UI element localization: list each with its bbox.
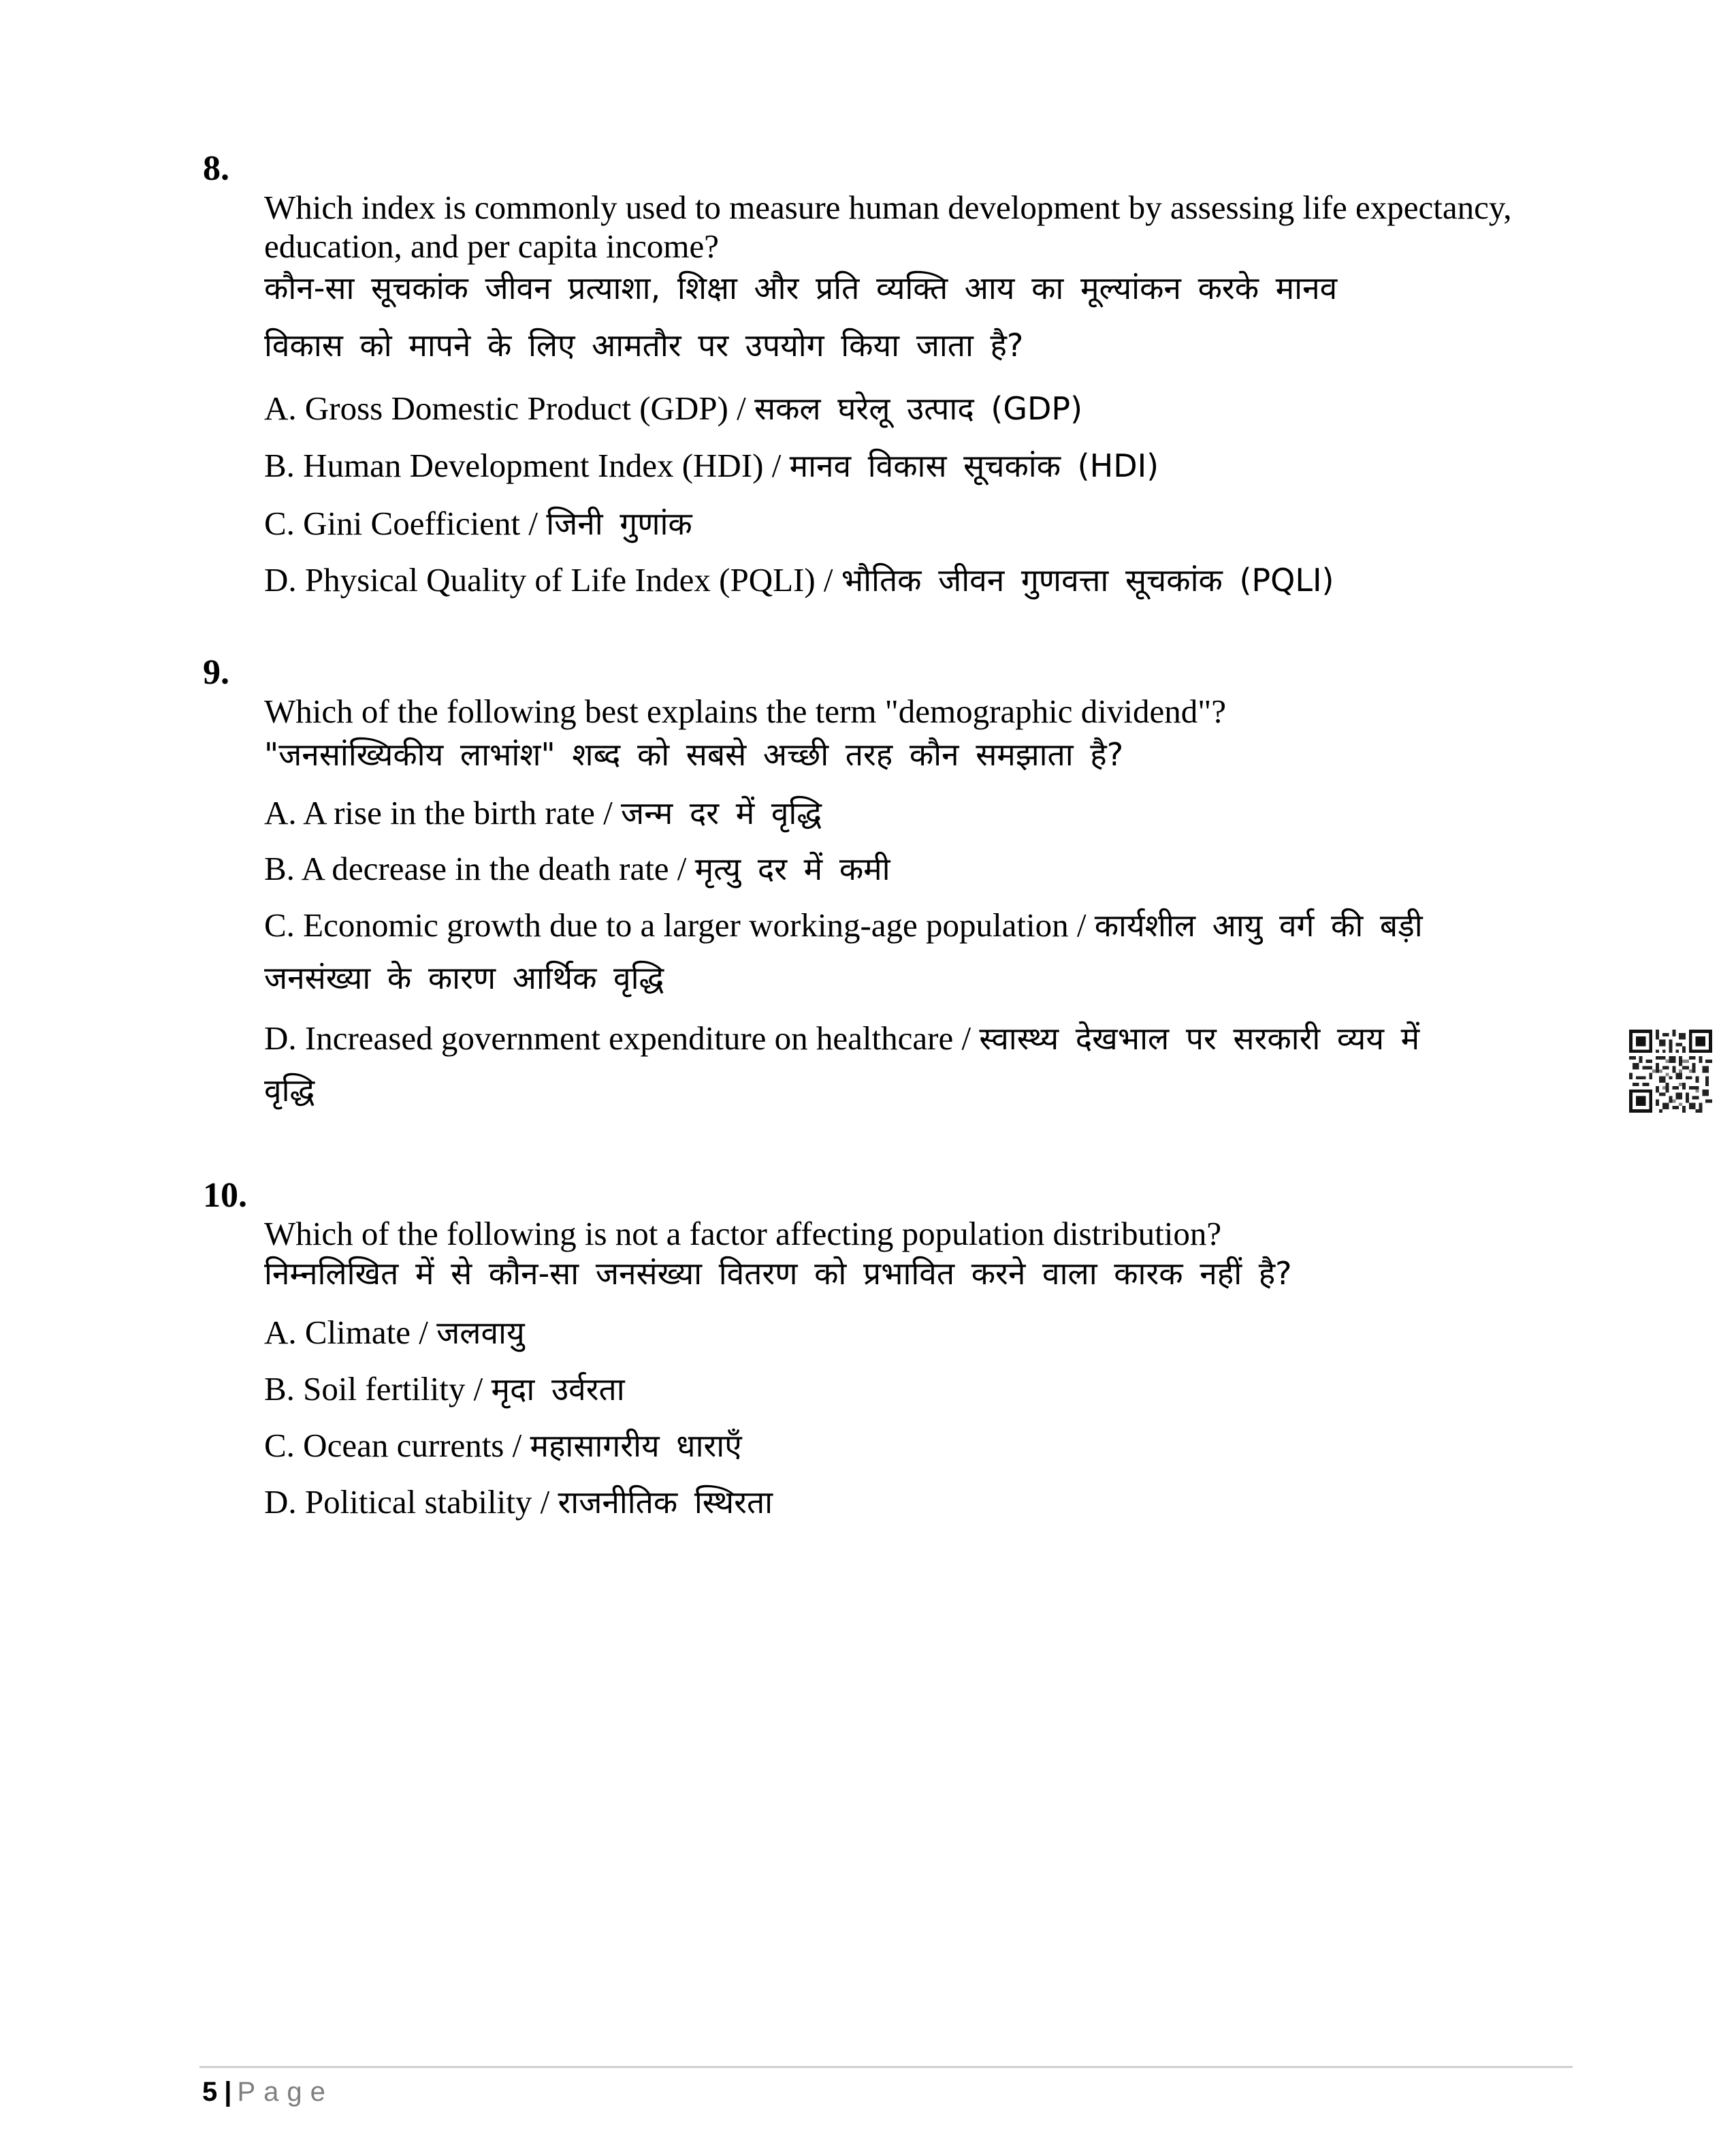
question-text-en: Which index is commonly used to measure human development by assessing life expectancy, [264,189,1512,226]
option-a [264,392,1082,425]
option-text-hi: मानव विकास सूचकांक (HDI) [789,447,1159,484]
option-text-en: D. Physical Quality of Life Index (PQLI) / [264,561,841,599]
page-number: 5 [202,2077,218,2107]
option-text-en: D. Increased government expenditure on healthcare / [264,1019,980,1057]
option-text-hi: महासागरीय धाराएँ [530,1427,742,1464]
option-text-en: B. Soil fertility / [264,1370,492,1408]
option-text-hi: मृदा उर्वरता [491,1371,625,1408]
question-text-hi: "जनसांख्यिकीय लाभांश" शब्द को सबसे अच्छी तरह कौन समझाता है? [264,736,1124,773]
option-text-hi: स्वास्थ्य देखभाल पर सरकारी व्यय में [979,1020,1420,1057]
option-text-en: B. A decrease in the death rate / [264,850,695,887]
question-text-hi: विकास को मापने के लिए आमतौर पर उपयोग किया जाता है? [264,327,1024,364]
option-text-en: A. Climate / [264,1314,437,1351]
page-footer [202,2078,334,2106]
option-d-continuation: वृद्धि [264,1072,315,1109]
question-text-hi: कौन-सा सूचकांक जीवन प्रत्याशा, शिक्षा और प्रति व्यक्ति आय का मूल्यांकन करके मानव [264,270,1338,306]
option-text-hi: सकल घरेलू उत्पाद (GDP) [754,390,1083,427]
option-text-hi: राजनीतिक स्थिरता [558,1484,773,1521]
option-b [264,449,1159,482]
option-text-hi: जलवायु [436,1314,525,1351]
option-text-hi: कार्यशील आयु वर्ग की बड़ी [1094,907,1423,944]
footer-divider [199,2066,1573,2068]
option-c [264,908,1423,942]
footer-separator: | [224,2077,232,2107]
question-number: 8. [203,149,229,188]
option-text-hi: मृत्यु दर में कमी [694,851,890,887]
option-text-en: A. Gross Domestic Product (GDP) / [264,390,754,427]
question-number: 10. [203,1176,247,1215]
page-label: Page [237,2077,334,2107]
question-number: 9. [203,653,229,692]
option-b [264,1370,625,1408]
question-text-hi: निम्नलिखित में से कौन-सा जनसंख्या वितरण को प्रभावित करने वाला कारक नहीं है? [264,1255,1292,1292]
option-text-en: A. A rise in the birth rate / [264,794,621,831]
option-c-continuation: जनसंख्या के कारण आर्थिक वृद्धि [264,959,664,996]
option-d [264,1485,773,1519]
option-d [264,1021,1419,1055]
option-text-hi: जन्म दर में वृद्धि [620,795,822,831]
question-text-en: Which of the following is not a factor affecting population distribution? [264,1215,1222,1252]
question-text-en: Which of the following best explains the term "demographic dividend"? [264,693,1226,730]
option-a [264,1316,525,1349]
option-text-en: D. Political stability / [264,1483,558,1521]
question-text-en: education, and per capita income? [264,227,719,265]
option-d [264,563,1334,597]
option-text-en: C. Gini Coefficient / [264,505,547,542]
option-b [264,852,890,885]
option-text-en: C. Ocean currents / [264,1427,530,1464]
qr-code-icon [1629,1030,1712,1113]
option-text-en: B. Human Development Index (HDI) / [264,447,790,484]
option-text-hi: भौतिक जीवन गुणवत्ता सूचकांक (PQLI) [841,562,1334,599]
option-text-en: C. Economic growth due to a larger working-age population / [264,906,1095,944]
option-text-hi: जिनी गुणांक [546,505,692,542]
option-c [264,507,692,540]
option-a [264,796,822,829]
option-c [264,1429,742,1462]
